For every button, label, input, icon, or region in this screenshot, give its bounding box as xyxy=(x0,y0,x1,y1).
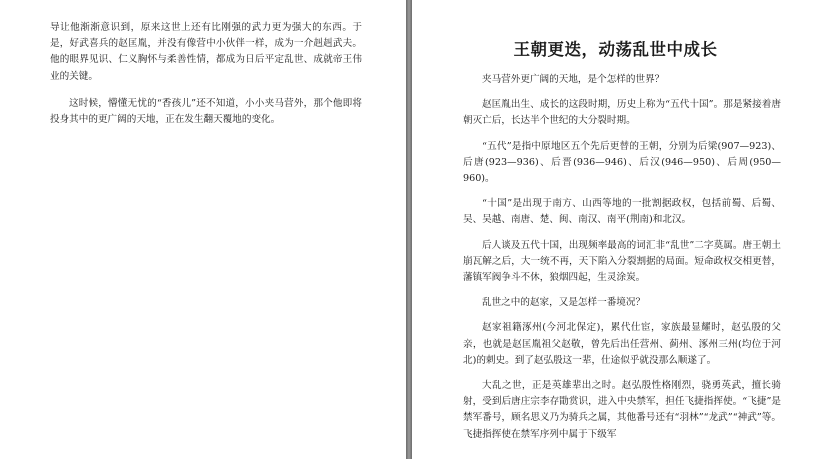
right-paragraph-2: 赵匡胤出生、成长的这段时期，历史上称为“五代十国”。那是紧接着唐朝灭亡后，长达半个世纪的大分裂时期。 xyxy=(463,99,781,127)
right-paragraph-3: “五代”是指中原地区五个先后更替的王朝，分别为后梁(907—923)、后唐(923—936)、后晋(936—946)、后汉(946—950)、后周(950—960)。 xyxy=(463,140,781,185)
right-paragraph-5: 后人谈及五代十国，出现频率最高的词汇非“乱世”二字莫属。唐王朝土崩瓦解之后，大一统不再，天下陷入分裂割据的局面。短命政权交相更替，藩镇军阀争斗不休，狼烟四起，生灵涂炭。 xyxy=(463,239,781,284)
chapter-title: 王朝更迭，动荡乱世中成长 xyxy=(513,40,718,59)
left-page xyxy=(0,0,406,459)
right-paragraph-1: 夹马营外更广阔的天地，是个怎样的世界？ xyxy=(482,74,665,85)
right-page xyxy=(412,0,819,459)
right-paragraph-6: 乱世之中的赵家，又是怎样一番境况？ xyxy=(482,297,646,309)
right-paragraph-4: “十国”是出现于南方、山西等地的一批割据政权，包括前蜀、后蜀、吴、吴越、南唐、楚、闽、南汉、南平(荆南)和北汉。 xyxy=(463,198,781,226)
right-paragraph-8: 大乱之世，正是英雄辈出之时。赵弘殷性格刚烈，骁勇英武，擅长骑射，受到后唐庄宗李存勖赏识，进入中央禁军，担任飞捷指挥使。“飞捷”是禁军番号，顾名思义乃为骑兵之属，其他番号还有“羽林”“龙武”“神武”等。飞捷指挥使在禁军序列中属于下级军 xyxy=(463,380,781,440)
left-paragraph-1: 导让他渐渐意识到，原来这世上还有比刚强的武力更为强大的东西。于是，好武喜兵的赵匡胤，并没有像营中小伙伴一样，成为一介赳赳武夫。他的眼界见识、仁义胸怀与柔善性情，都成为日后平定乱世、成就帝王伟业的关键。 xyxy=(50,22,362,82)
right-page-text xyxy=(463,72,781,443)
left-paragraph-2: 这时候，懵懂无忧的“香孩儿”还不知道，小小夹马营外，那个他即将投身其中的更广阔的天地，正在发生翻天覆地的变化。 xyxy=(50,97,362,126)
right-paragraph-7: 赵家祖籍涿州(今河北保定)，累代仕宦，家族最显耀时，赵弘殷的父亲，也就是赵匡胤祖父赵敬，曾先后出任营州、蓟州、涿州三州(均位于河北)的刺史。到了赵弘殷这一辈，仕途似乎就没那么顺遂了。 xyxy=(463,322,781,366)
left-page-text xyxy=(50,20,362,128)
